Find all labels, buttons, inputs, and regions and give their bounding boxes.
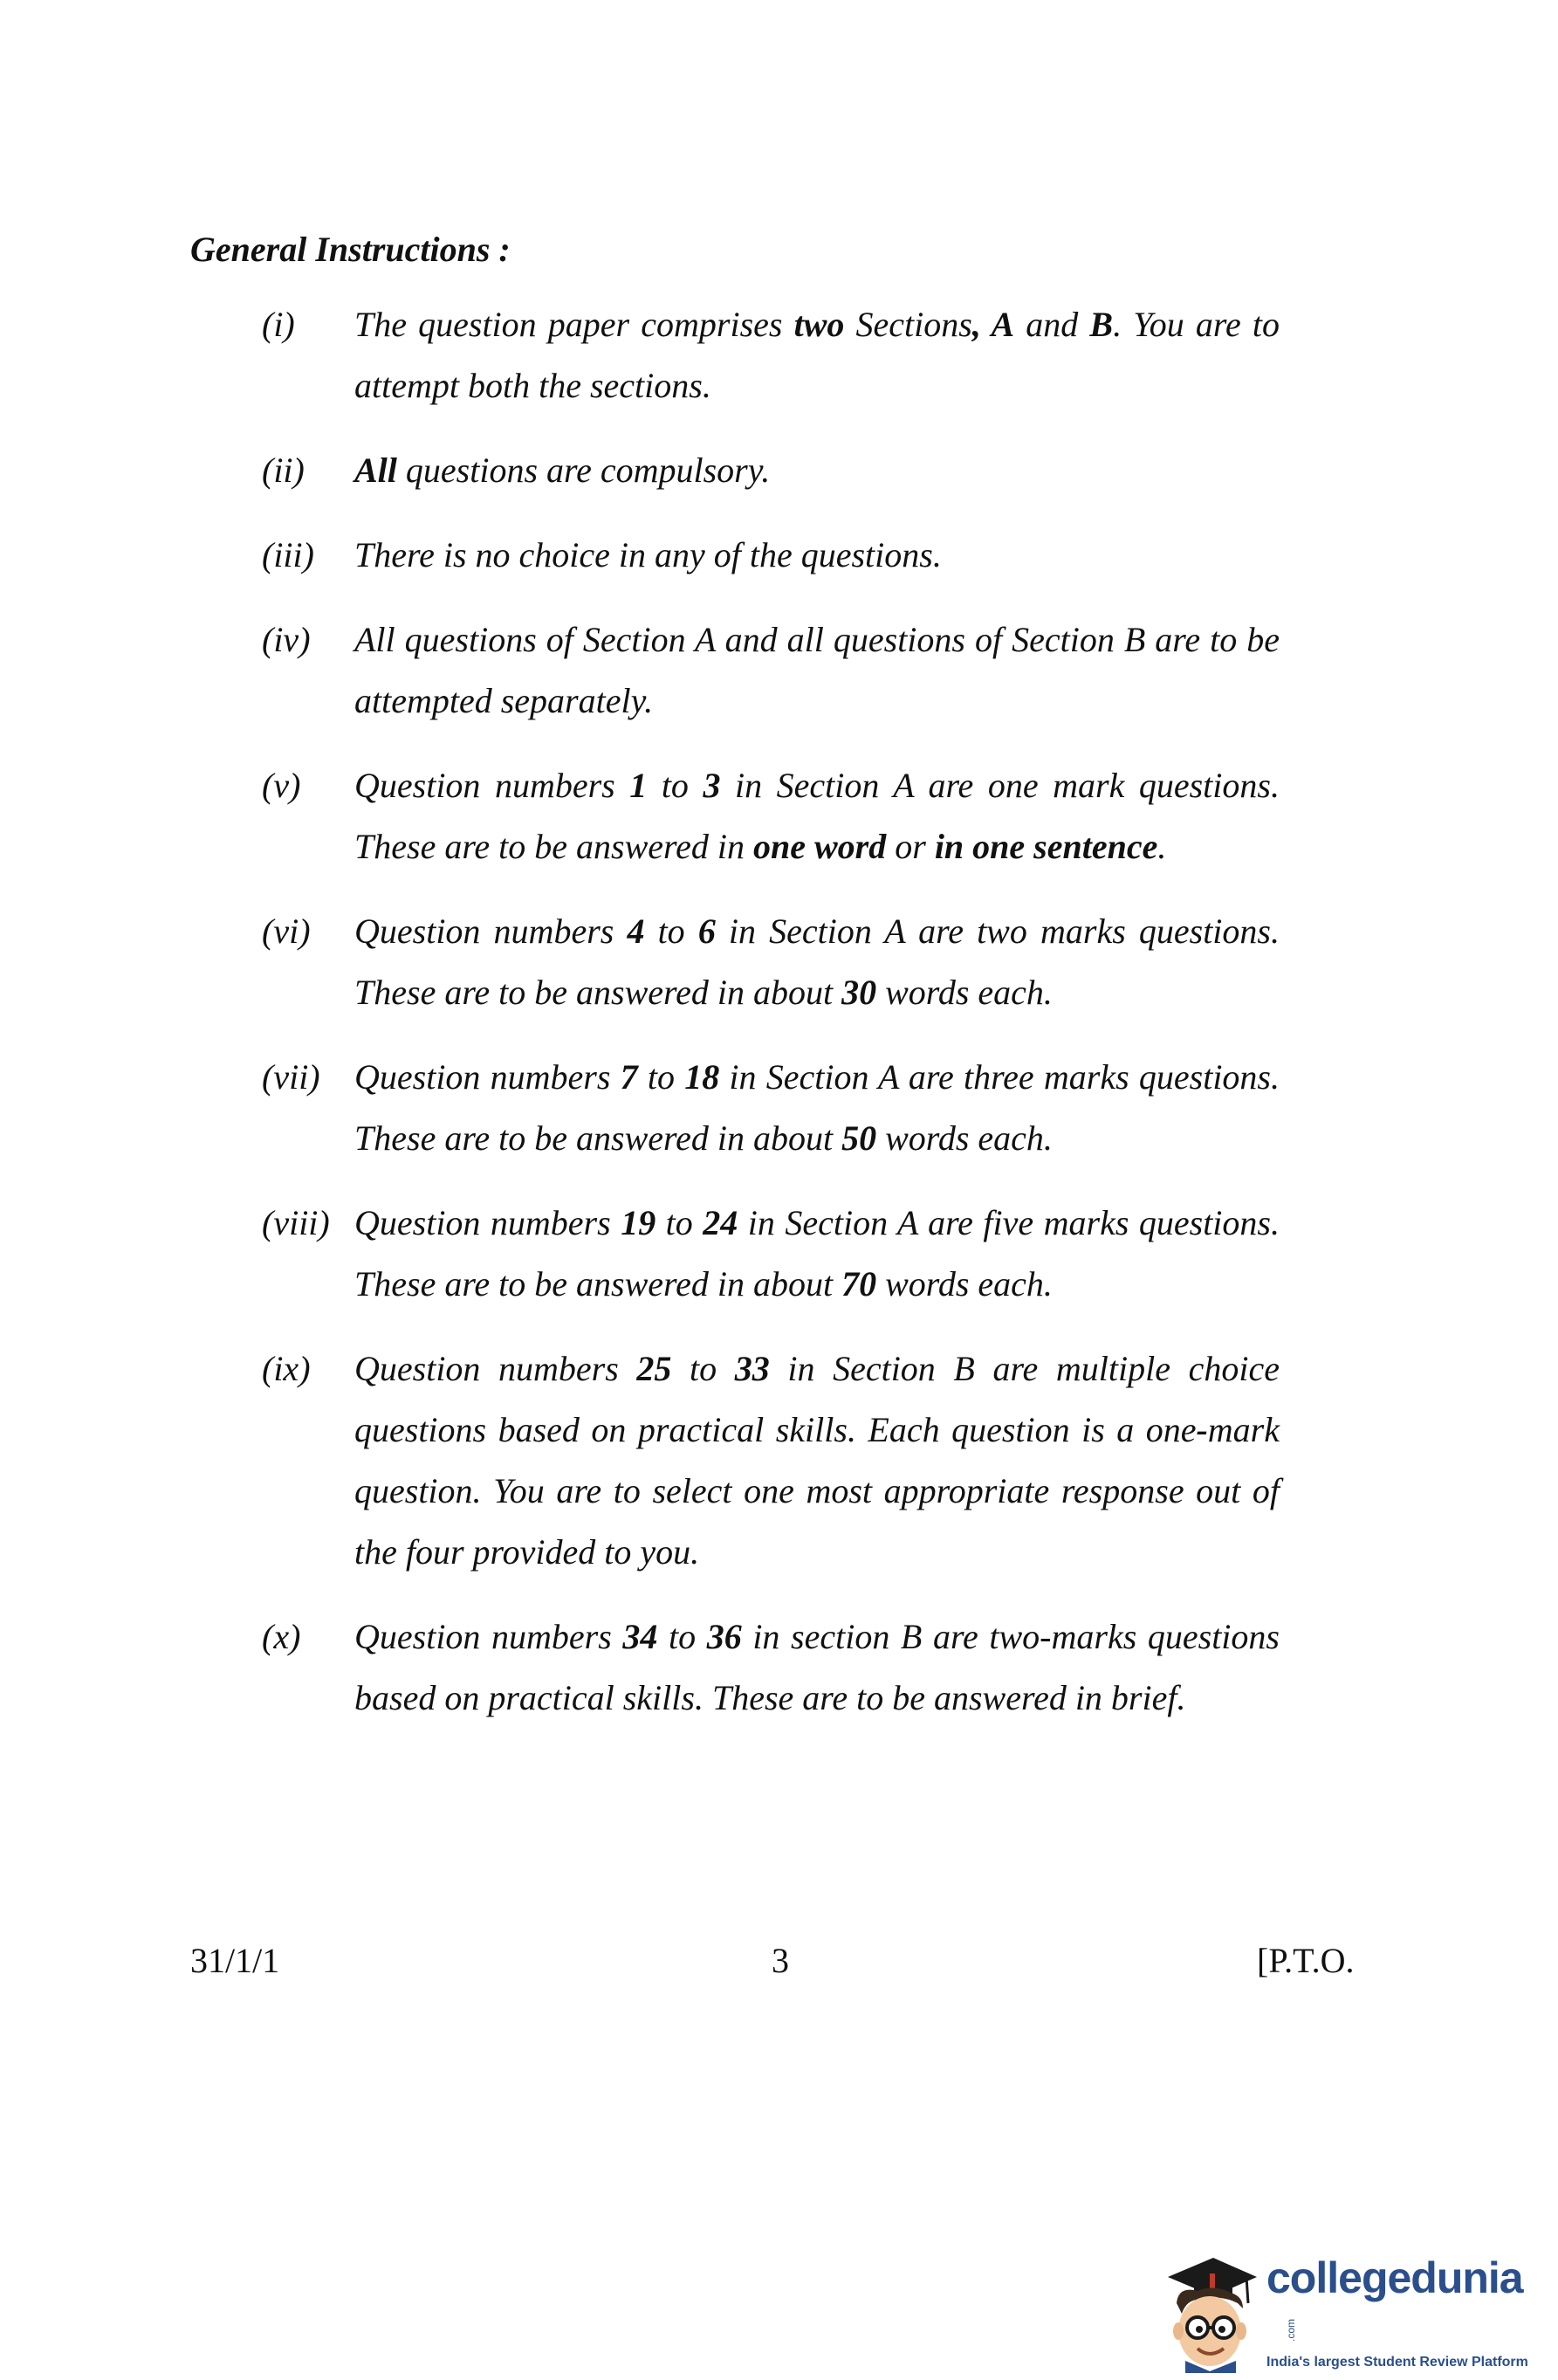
instruction-number: (vi) xyxy=(262,911,311,951)
emphasis-text: 4 xyxy=(627,911,645,951)
instruction-text-run: to xyxy=(644,911,698,951)
instruction-item xyxy=(262,609,1280,732)
instruction-text-run: to xyxy=(657,1617,707,1656)
logo-suffix: .com xyxy=(1285,2318,1297,2342)
emphasis-text: 7 xyxy=(620,1057,638,1097)
emphasis-text: 18 xyxy=(684,1057,720,1097)
instruction-text-run: words each. xyxy=(876,1118,1053,1158)
instruction-text-run: in Section A are one mark questions. These are to be answered in xyxy=(354,766,1280,866)
instruction-item xyxy=(262,1047,1280,1169)
logo-wordmark: collegedunia.com xyxy=(1266,2253,1523,2342)
emphasis-text: 34 xyxy=(622,1617,658,1656)
instruction-number: (iv) xyxy=(262,620,311,659)
emphasis-text: 1 xyxy=(629,766,648,805)
emphasis-text: 6 xyxy=(697,911,716,951)
instruction-text-run: to xyxy=(637,1057,685,1097)
page-number: 3 xyxy=(772,1941,789,1980)
emphasis-text: 50 xyxy=(841,1118,877,1158)
collegedunia-logo[interactable] xyxy=(1159,2251,1534,2373)
instruction-number: (vii) xyxy=(262,1057,320,1097)
instructions-list xyxy=(262,294,1280,1752)
emphasis-text: 19 xyxy=(621,1203,656,1242)
instruction-text-run: Question numbers xyxy=(354,1349,637,1388)
instruction-number: (ix) xyxy=(262,1349,311,1388)
instruction-item xyxy=(262,1606,1280,1729)
instruction-text-run: Question numbers xyxy=(354,1203,621,1242)
emphasis-text: All xyxy=(354,451,397,490)
emphasis-text: 30 xyxy=(841,973,877,1012)
instruction-text-run: in Section B are multiple choice questions based on practical skills. Each question is a one xyxy=(354,1349,1280,1449)
instruction-text-run: . xyxy=(1157,827,1167,866)
logo-tagline: India's largest Student Review Platform xyxy=(1266,2355,1528,2370)
emphasis-text: 70 xyxy=(841,1264,877,1303)
instruction-text-run: in Section A are two marks questions. These are to be answered in about xyxy=(354,911,1280,1012)
instruction-number: (iii) xyxy=(262,535,314,574)
instruction-text-run: and xyxy=(1014,305,1090,344)
instruction-text-run: in Section A are three marks questions. These are to be answered in about xyxy=(354,1057,1280,1158)
instruction-text-run: Sections xyxy=(844,305,972,344)
instruction-number: (viii) xyxy=(262,1203,330,1242)
instruction-item xyxy=(262,1338,1280,1583)
instruction-number: (x) xyxy=(262,1617,301,1656)
instruction-text-run: The question paper comprises xyxy=(354,305,794,344)
instruction-text-run: words each. xyxy=(876,973,1053,1012)
instruction-text-run: words each. xyxy=(876,1264,1053,1303)
instruction-text xyxy=(354,294,1280,416)
emphasis-text: - xyxy=(1196,1410,1208,1449)
emphasis-text: 33 xyxy=(734,1349,770,1388)
emphasis-text: two xyxy=(793,305,845,344)
instruction-text-run: All questions of Section A and all questions of Section B are to be attempted separately. xyxy=(354,620,1280,720)
instruction-text-run: to xyxy=(647,766,704,805)
paper-code: 31/1/1 xyxy=(190,1941,280,1980)
emphasis-text: one word xyxy=(752,827,887,866)
pto-label: [P.T.O. xyxy=(1257,1941,1355,1980)
instruction-item xyxy=(262,294,1280,416)
instruction-text xyxy=(354,1338,1280,1583)
instruction-text-run: There is no choice in any of the questions. xyxy=(354,535,942,574)
instruction-item xyxy=(262,901,1280,1023)
instruction-text xyxy=(354,1606,1280,1729)
instruction-text-run: . You are to attempt both the sections. xyxy=(354,305,1280,405)
emphasis-text: B xyxy=(1089,305,1114,344)
instruction-text-run: in section B are two-marks questions based on practical skills. These are to be answered in brief. xyxy=(354,1617,1280,1717)
emphasis-text: , A xyxy=(971,305,1015,344)
emphasis-text: 36 xyxy=(706,1617,742,1656)
mascot-icon xyxy=(1159,2251,1259,2373)
instruction-text-run: Question numbers xyxy=(354,1617,623,1656)
instruction-text xyxy=(354,1193,1280,1315)
instruction-text xyxy=(354,609,1280,732)
instruction-text xyxy=(354,755,1280,877)
emphasis-text: 3 xyxy=(703,766,721,805)
instruction-text xyxy=(354,440,1280,501)
instruction-text xyxy=(354,901,1280,1023)
instruction-number: (ii) xyxy=(262,451,305,490)
instruction-item xyxy=(262,755,1280,877)
instruction-text xyxy=(354,525,1280,586)
emphasis-text: 24 xyxy=(703,1203,738,1242)
emphasis-text: 25 xyxy=(636,1349,672,1388)
instruction-text-run: Question numbers xyxy=(354,766,630,805)
emphasis-text: in one sentence xyxy=(934,827,1158,866)
instruction-text-run: mark question. You are to select one most appropriate response out of the four provided to you. xyxy=(354,1410,1280,1572)
instruction-text-run: Question numbers xyxy=(354,911,628,951)
instruction-text-run: to xyxy=(671,1349,735,1388)
instruction-text xyxy=(354,1047,1280,1169)
instruction-text-run: or xyxy=(886,827,935,866)
instruction-text-run: questions are compulsory. xyxy=(396,451,771,490)
instruction-number: (i) xyxy=(262,305,295,344)
instruction-item xyxy=(262,525,1280,586)
instruction-text-run: Question numbers xyxy=(354,1057,621,1097)
instruction-number: (v) xyxy=(262,766,301,805)
instruction-item xyxy=(262,1193,1280,1315)
instruction-text-run: to xyxy=(655,1203,704,1242)
instruction-text-run: in Section A are five marks questions. These are to be answered in about xyxy=(354,1203,1280,1303)
instructions-heading: General Instructions : xyxy=(190,230,511,269)
instruction-item xyxy=(262,440,1280,501)
